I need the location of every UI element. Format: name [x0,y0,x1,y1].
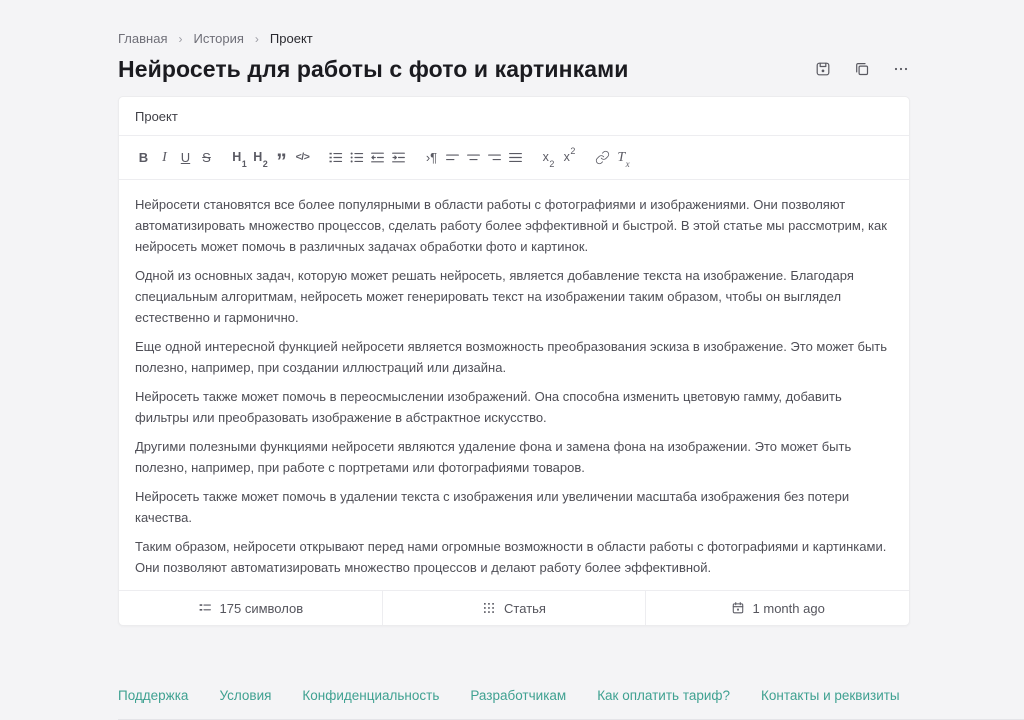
copy-icon[interactable] [853,60,871,78]
bullet-list-icon[interactable] [349,148,364,168]
superscript-icon[interactable]: x 2 [563,145,576,165]
blockquote-icon[interactable]: ” [276,150,287,173]
align-right-icon[interactable] [487,148,502,168]
footer-link[interactable]: Конфиденциальность [302,688,440,703]
calendar-icon [731,601,745,615]
footer-link[interactable]: Как оплатить тариф? [597,688,731,703]
outdent-icon[interactable] [370,148,385,168]
subscript-icon[interactable]: x 2 [542,150,555,169]
editor-paragraph: Другими полезными функциями нейросети являются удаление фона и замена фона на изображении. Это может быть полезно, например, при работе с портретами или фотографиями товаров. [135,439,852,475]
footer-links [118,688,910,703]
underline-icon[interactable]: U [180,150,191,165]
code-icon[interactable]: </> [295,151,310,164]
indent-icon[interactable] [391,148,406,168]
updated-date-label: 1 month ago [752,600,825,616]
breadcrumb [118,0,910,46]
footer-link[interactable]: Условия [219,688,272,703]
main-content [118,0,910,720]
link-icon[interactable] [595,148,610,168]
editor-toolbar [119,136,909,180]
chevron-right-icon: › [254,31,259,46]
italic-icon[interactable]: I [162,149,167,165]
editor-body[interactable] [119,180,909,590]
breadcrumb-item-history[interactable]: История [193,31,244,46]
content-type-cell [382,591,646,625]
paragraph-icon[interactable]: ›¶ [425,150,438,165]
chevron-right-icon: › [178,31,183,46]
breadcrumb-item-project: Проект [269,31,313,46]
more-icon[interactable] [892,60,910,78]
char-count-label: 175 символов [219,600,304,616]
align-left-icon[interactable] [445,148,460,168]
char-count-cell [119,591,382,625]
grid-dots-icon [482,601,496,615]
page-title: Нейросеть для работы с фото и картинками [118,56,629,82]
justify-icon[interactable] [508,148,523,168]
editor-paragraph: Нейросеть также может помочь в переосмыслении изображений. Она способна изменить цветовую гамму, добавить фильтры или преобразовать изображение в абстрактное искусство. [135,389,842,425]
updated-date-cell [645,591,909,625]
footer-link[interactable]: Разработчикам [470,688,567,703]
strikethrough-icon[interactable]: S [202,150,211,165]
char-count-icon [198,601,212,615]
footer-link[interactable]: Поддержка [118,688,189,703]
article-card [118,96,910,626]
bold-icon[interactable]: B [138,150,149,165]
title-actions [814,55,910,78]
editor-paragraph: Нейросети становятся все более популярными в области работы с фотографиями и изображениями. Они позволяют автоматизировать множество процессов, сделать работу более эффективной и быстрой. В этой статье мы рассмотрим, как нейросеть может помочь в различных задачах обработки фото и картинок. [135,197,887,254]
ordered-list-icon[interactable] [328,148,343,168]
project-title-field[interactable]: Проект [119,97,909,136]
editor-paragraph: Таким образом, нейросети открывают перед нами огромные возможности в области работы с фотографиями и картинками. Они позволяют автоматизировать множество процессов и делают работу более эффективной. [135,539,887,575]
article-meta-bar [119,590,909,625]
align-center-icon[interactable] [466,148,481,168]
editor-paragraph: Одной из основных задач, которую может решать нейросеть, является добавление текста на изображение. Благодаря специальным алгоритмам, нейросеть может генерировать текст на изображении таким образом, чтобы он выглядел естественно и гармонично. [135,268,854,325]
save-icon[interactable] [814,60,832,78]
editor-paragraph: Еще одной интересной функцией нейросети является возможность преобразования эскиза в изображение. Это может быть полезно, например, при создании иллюстраций или дизайна. [135,339,888,375]
h2-icon[interactable]: H 2 [253,150,268,169]
clear-format-icon[interactable]: T x [617,149,630,169]
title-row [118,55,910,83]
content-type-label: Статья [504,600,546,616]
h1-icon[interactable]: H 1 [232,150,247,169]
breadcrumb-item-home[interactable]: Главная [118,31,168,46]
footer-link[interactable]: Контакты и реквизиты [761,688,900,703]
editor-paragraph: Нейросеть также может помочь в удалении текста с изображения или увеличении масштаба изображения без потери качества. [135,489,850,525]
